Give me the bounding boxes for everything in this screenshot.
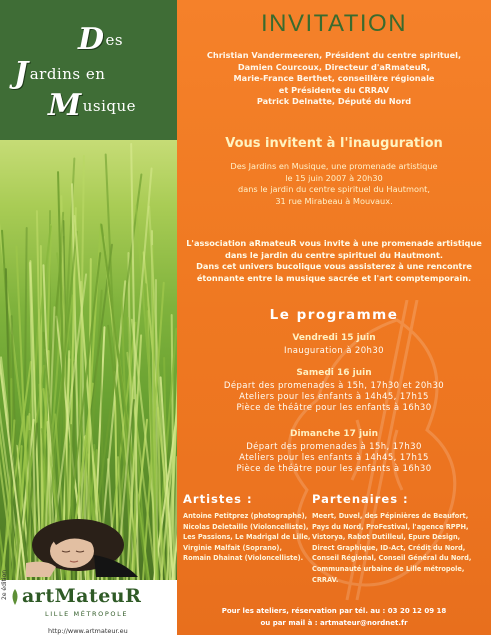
festival-logo (0, 0, 177, 140)
logo-line-2: Jardins en (14, 56, 106, 91)
list-item: Antoine Petitprez (photographe), (183, 512, 308, 520)
inauguration-heading: Vous invitent à l'inauguration (225, 136, 443, 151)
edition-label: 2e édition (1, 569, 8, 600)
partenaires-list (312, 511, 471, 585)
brand-url[interactable]: http://www.artmateur.eu (48, 627, 128, 635)
list-item: Conseil Régional, Conseil Général du Nord, (312, 554, 472, 563)
invitation-title: INVITATION (260, 10, 408, 37)
list-item: Pays du Nord, ProFestival, l'agence RPPH, (312, 522, 469, 531)
programme-heading: Le programme (269, 307, 399, 323)
day-heading: Vendredi 15 juin (292, 333, 376, 343)
brand-subtitle: LILLE MÉTROPOLE (45, 610, 129, 618)
artmateur-brand (8, 582, 173, 634)
list-item: Romain Dhainat (Violoncelliste). (183, 554, 304, 563)
day-events: Départ des promenades à 15h, 17h30 Ateliers pour les enfants à 14h45, 17h15 Pièce de théâtre pour les enfants à 16h30 (236, 442, 432, 474)
day-heading: Samedi 16 juin (296, 368, 372, 378)
list-item: Direct Graphique, ID-Act, Crédit du Nord, (312, 543, 466, 552)
logo-line-1: Des (78, 22, 124, 57)
list-item: CRRAV. (312, 575, 339, 584)
list-item: Meert, Duvel, des Pépinières de Beaufort, (312, 512, 469, 520)
hosts-block: Christian Vandermeeren, Président du centre spirituel, Damien Courcoux, Directeur d'aRmateuR, Marie-France Berthet, conseillère régionale et Présidente du CRRAV Patrick Delnatte, Député du Nord (206, 50, 462, 106)
association-text: L'association aRmateuR vous invite à une promenade artistique dans le jardin du centre spirituel du Hautmont. Dans cet univers bucolique vous assisterez à une rencontre étonnante entre la musique sacrée et l'art comptemporain. (186, 238, 482, 283)
logo-line-3: Musique (48, 88, 137, 123)
day-events: Inauguration à 20h30 (284, 346, 384, 356)
list-item: Virginie Malfait (Soprano), (183, 543, 282, 552)
left-panel (0, 0, 177, 635)
booking-email[interactable]: ou par mail à : artmateur@nordnet.fr (260, 619, 408, 627)
day-heading: Dimanche 17 juin (289, 429, 379, 439)
woman-lying-in-grass-image (26, 515, 138, 577)
list-item: Nicolas Deletaille (Violoncelliste), (183, 522, 309, 531)
list-item: Les Passions, Le Madrigal de Lille, (183, 533, 311, 542)
promenade-details: Des Jardins en Musique, une promenade artistique le 15 juin 2007 à 20h30 dans le jardin du centre spirituel du Hautmont, 31 rue Mirabeau à Mouvaux. (230, 161, 438, 206)
booking-phone: Pour les ateliers, réservation par tél. au : 03 20 12 09 18 (221, 607, 447, 615)
list-item: Vistorya, Rabot Dutilleul, Epure Design, (312, 533, 461, 542)
artistes-heading: Artistes : (183, 492, 253, 506)
list-item: Communauté urbaine de Lille métropole, (312, 564, 465, 573)
invitation-panel (177, 0, 491, 635)
brand-name: artMateuR (22, 585, 142, 607)
day-events: Départ des promenades à 15h, 17h30 et 20h30 Ateliers pour les enfants à 14h45, 17h15 Pièce de théâtre pour les enfants à 16h30 (223, 381, 445, 413)
grass-photo (0, 140, 177, 580)
artmateur-logo-icon (8, 588, 22, 606)
partenaires-heading: Partenaires : (312, 492, 409, 506)
artistes-list (183, 511, 310, 564)
